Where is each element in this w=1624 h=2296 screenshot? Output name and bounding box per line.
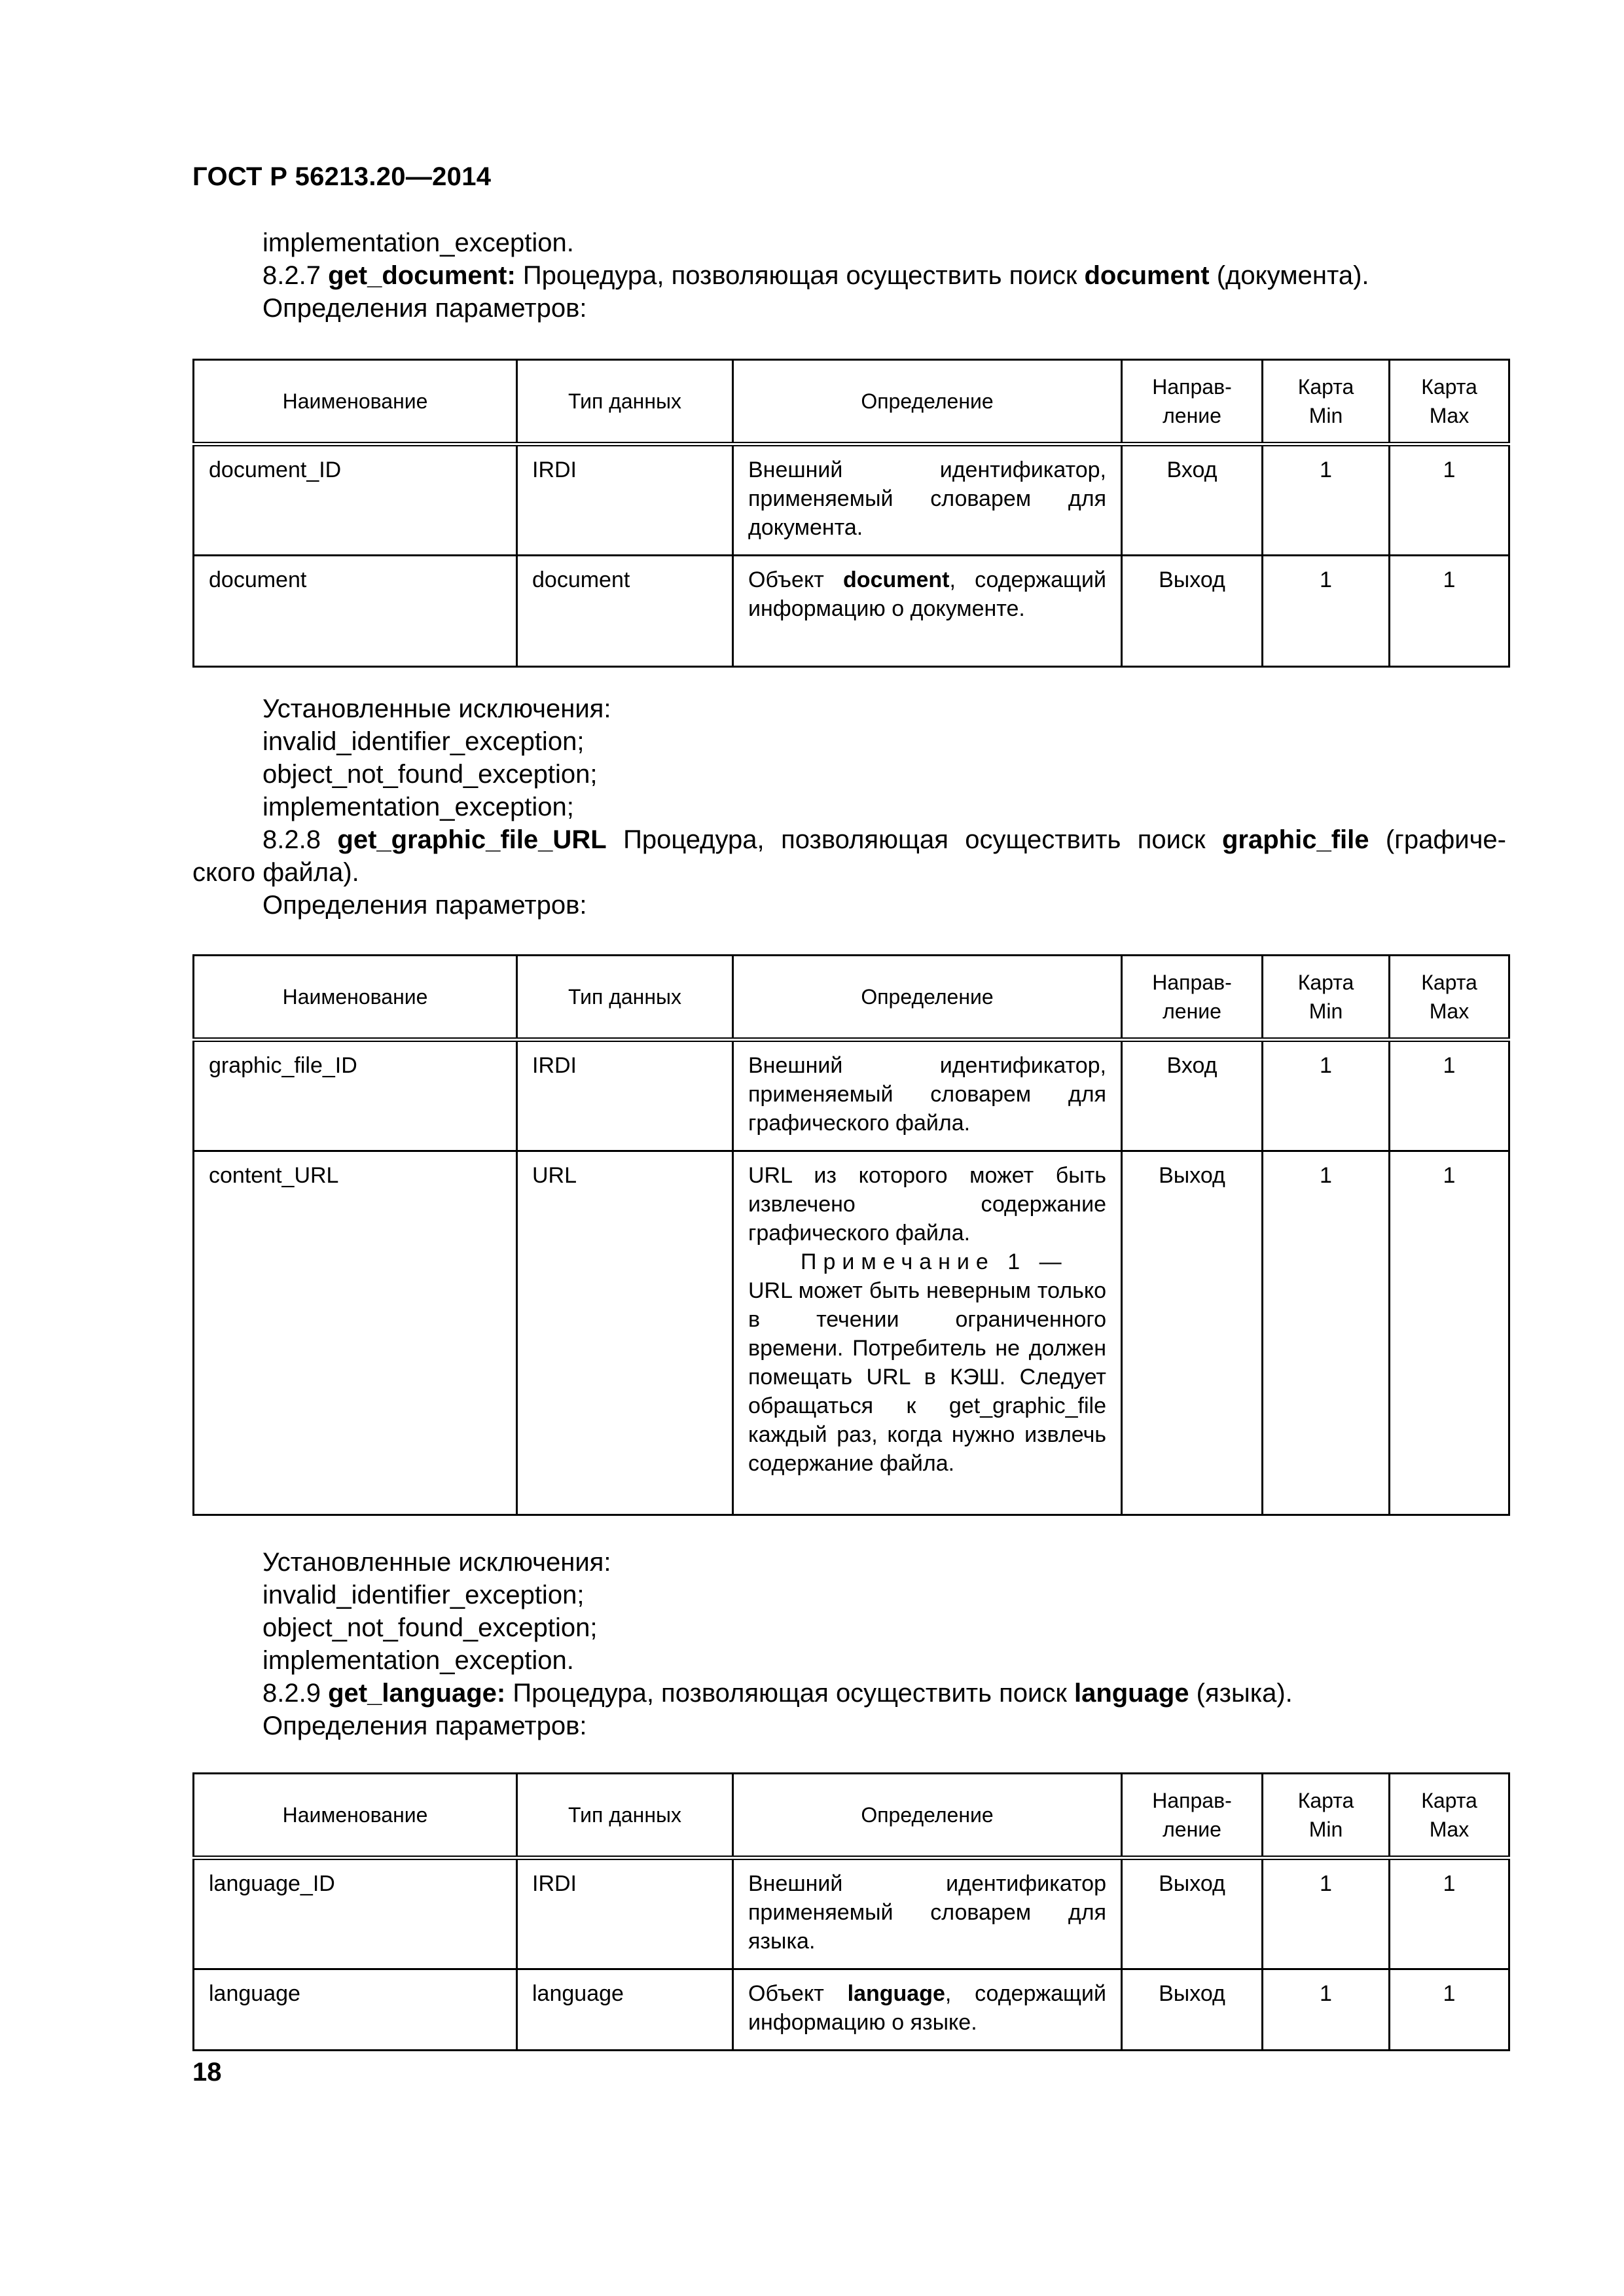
table-header-row <box>194 956 1509 1040</box>
cell-max: 1 <box>1390 1151 1509 1515</box>
params-table-get-document <box>192 359 1510 668</box>
procedure-tail: (документа). <box>1209 261 1369 290</box>
cell-min: 1 <box>1263 1858 1390 1969</box>
col-max: Карта Max <box>1390 360 1509 444</box>
col-definition: Определение <box>733 1774 1122 1858</box>
params-table-get-language <box>192 1772 1510 2051</box>
params-label: Определения параметров: <box>262 294 587 323</box>
clause-continuation: ского файла). <box>192 858 359 887</box>
col-min: Карта Min <box>1263 1774 1390 1858</box>
cell-max: 1 <box>1390 556 1509 667</box>
cell-direction: Вход <box>1122 1040 1263 1151</box>
cell-type: IRDI <box>517 1040 733 1151</box>
cell-type: IRDI <box>517 1858 733 1969</box>
cell-max: 1 <box>1390 1858 1509 1969</box>
cell-definition: Объект document, содержащий информацию о документе. <box>733 556 1122 667</box>
procedure-text: Процедура, позволяющая осуществить поиск <box>606 825 1222 854</box>
exception-item: object_not_found_exception; <box>262 760 598 789</box>
cell-type: language <box>517 1969 733 2051</box>
procedure-object: language <box>1074 1679 1189 1708</box>
clause-number: 8.2.7 <box>262 261 321 290</box>
col-max: Карта Max <box>1390 1774 1509 1858</box>
exception-item: invalid_identifier_exception; <box>262 1581 585 1609</box>
col-type: Тип данных <box>517 1774 733 1858</box>
procedure-object: document <box>1084 261 1210 290</box>
col-min: Карта Min <box>1263 360 1390 444</box>
cell-name: content_URL <box>194 1151 517 1515</box>
exceptions-label: Установленные исключения: <box>262 694 611 723</box>
procedure-tail: (графиче- <box>1369 825 1506 854</box>
cell-direction: Вход <box>1122 444 1263 556</box>
table-header-row <box>194 1774 1509 1858</box>
col-definition: Определение <box>733 956 1122 1040</box>
cell-direction: Выход <box>1122 1151 1263 1515</box>
procedure-name: get_language: <box>328 1679 506 1708</box>
clause-8-2-9 <box>262 1677 1506 1710</box>
procedure-tail: (языка). <box>1189 1679 1293 1708</box>
table-row <box>194 1151 1509 1515</box>
document-header: ГОСТ Р 56213.20—2014 <box>192 162 492 191</box>
cell-type: document <box>517 556 733 667</box>
table-header-row <box>194 360 1509 444</box>
params-label: Определения параметров: <box>262 891 587 920</box>
table-row <box>194 1040 1509 1151</box>
cell-type: IRDI <box>517 444 733 556</box>
clause-8-2-8 <box>262 823 1506 856</box>
cell-max: 1 <box>1390 1969 1509 2051</box>
cell-definition: Внешний идентификатор применяемый словарем для языка. <box>733 1858 1122 1969</box>
cell-definition: Внешний идентификатор, применяемый словарем для графического файла. <box>733 1040 1122 1151</box>
col-type: Тип данных <box>517 360 733 444</box>
clause-number: 8.2.8 <box>262 825 321 854</box>
table-row <box>194 1969 1509 2051</box>
cell-type: URL <box>517 1151 733 1515</box>
cell-min: 1 <box>1263 556 1390 667</box>
col-direction: Направ- ление <box>1122 956 1263 1040</box>
cell-name: language_ID <box>194 1858 517 1969</box>
table-row <box>194 1858 1509 1969</box>
table-row <box>194 556 1509 667</box>
intro-line: implementation_exception. <box>262 228 574 257</box>
col-definition: Определение <box>733 360 1122 444</box>
cell-max: 1 <box>1390 1040 1509 1151</box>
params-table-get-graphic-file-url <box>192 954 1510 1516</box>
params-label: Определения параметров: <box>262 1712 587 1740</box>
cell-definition: Внешний идентификатор, применяемый словарем для документа. <box>733 444 1122 556</box>
cell-direction: Выход <box>1122 1858 1263 1969</box>
col-type: Тип данных <box>517 956 733 1040</box>
cell-min: 1 <box>1263 1969 1390 2051</box>
col-min: Карта Min <box>1263 956 1390 1040</box>
note-text: URL может быть неверным только в течении ограниченного времени. Потребитель не должен помещать URL в КЭШ. Следует обращаться к get_graphic_file каждый раз, когда нужно извлечь содержание файла. <box>748 1278 1106 1476</box>
col-name: Наименование <box>194 956 517 1040</box>
col-name: Наименование <box>194 360 517 444</box>
col-name: Наименование <box>194 1774 517 1858</box>
procedure-object: graphic_file <box>1221 825 1369 854</box>
cell-definition: Объект language, содержащий информацию о языке. <box>733 1969 1122 2051</box>
exception-item: implementation_exception; <box>262 793 574 821</box>
cell-definition: URL из которого может быть извлечено содержание графического файла. Примечание 1 — URL может быть неверным только в течении ограниченного времени. Потребитель не должен помещать URL в КЭШ. Следует обращаться к get_graphic_file каждый раз, когда нужно извлечь содержание файла. <box>733 1151 1122 1515</box>
cell-name: document_ID <box>194 444 517 556</box>
exception-item: implementation_exception. <box>262 1646 574 1675</box>
procedure-text: Процедура, позволяющая осуществить поиск <box>505 1679 1074 1708</box>
note-label: Примечание 1 — <box>801 1249 1068 1274</box>
col-direction: Направ- ление <box>1122 360 1263 444</box>
cell-min: 1 <box>1263 1151 1390 1515</box>
col-direction: Направ- ление <box>1122 1774 1263 1858</box>
page-number: 18 <box>192 2058 222 2087</box>
cell-min: 1 <box>1263 444 1390 556</box>
cell-max: 1 <box>1390 444 1509 556</box>
col-max: Карта Max <box>1390 956 1509 1040</box>
clause-number: 8.2.9 <box>262 1679 321 1708</box>
cell-name: graphic_file_ID <box>194 1040 517 1151</box>
cell-name: language <box>194 1969 517 2051</box>
clause-8-2-7 <box>262 259 1506 292</box>
cell-name: document <box>194 556 517 667</box>
cell-direction: Выход <box>1122 556 1263 667</box>
table-row <box>194 444 1509 556</box>
exception-item: object_not_found_exception; <box>262 1613 598 1642</box>
procedure-text: Процедура, позволяющая осуществить поиск <box>515 261 1085 290</box>
cell-min: 1 <box>1263 1040 1390 1151</box>
exception-item: invalid_identifier_exception; <box>262 727 585 756</box>
procedure-name: get_document: <box>328 261 516 290</box>
cell-direction: Выход <box>1122 1969 1263 2051</box>
exceptions-label: Установленные исключения: <box>262 1548 611 1577</box>
procedure-name: get_graphic_file_URL <box>337 825 607 854</box>
